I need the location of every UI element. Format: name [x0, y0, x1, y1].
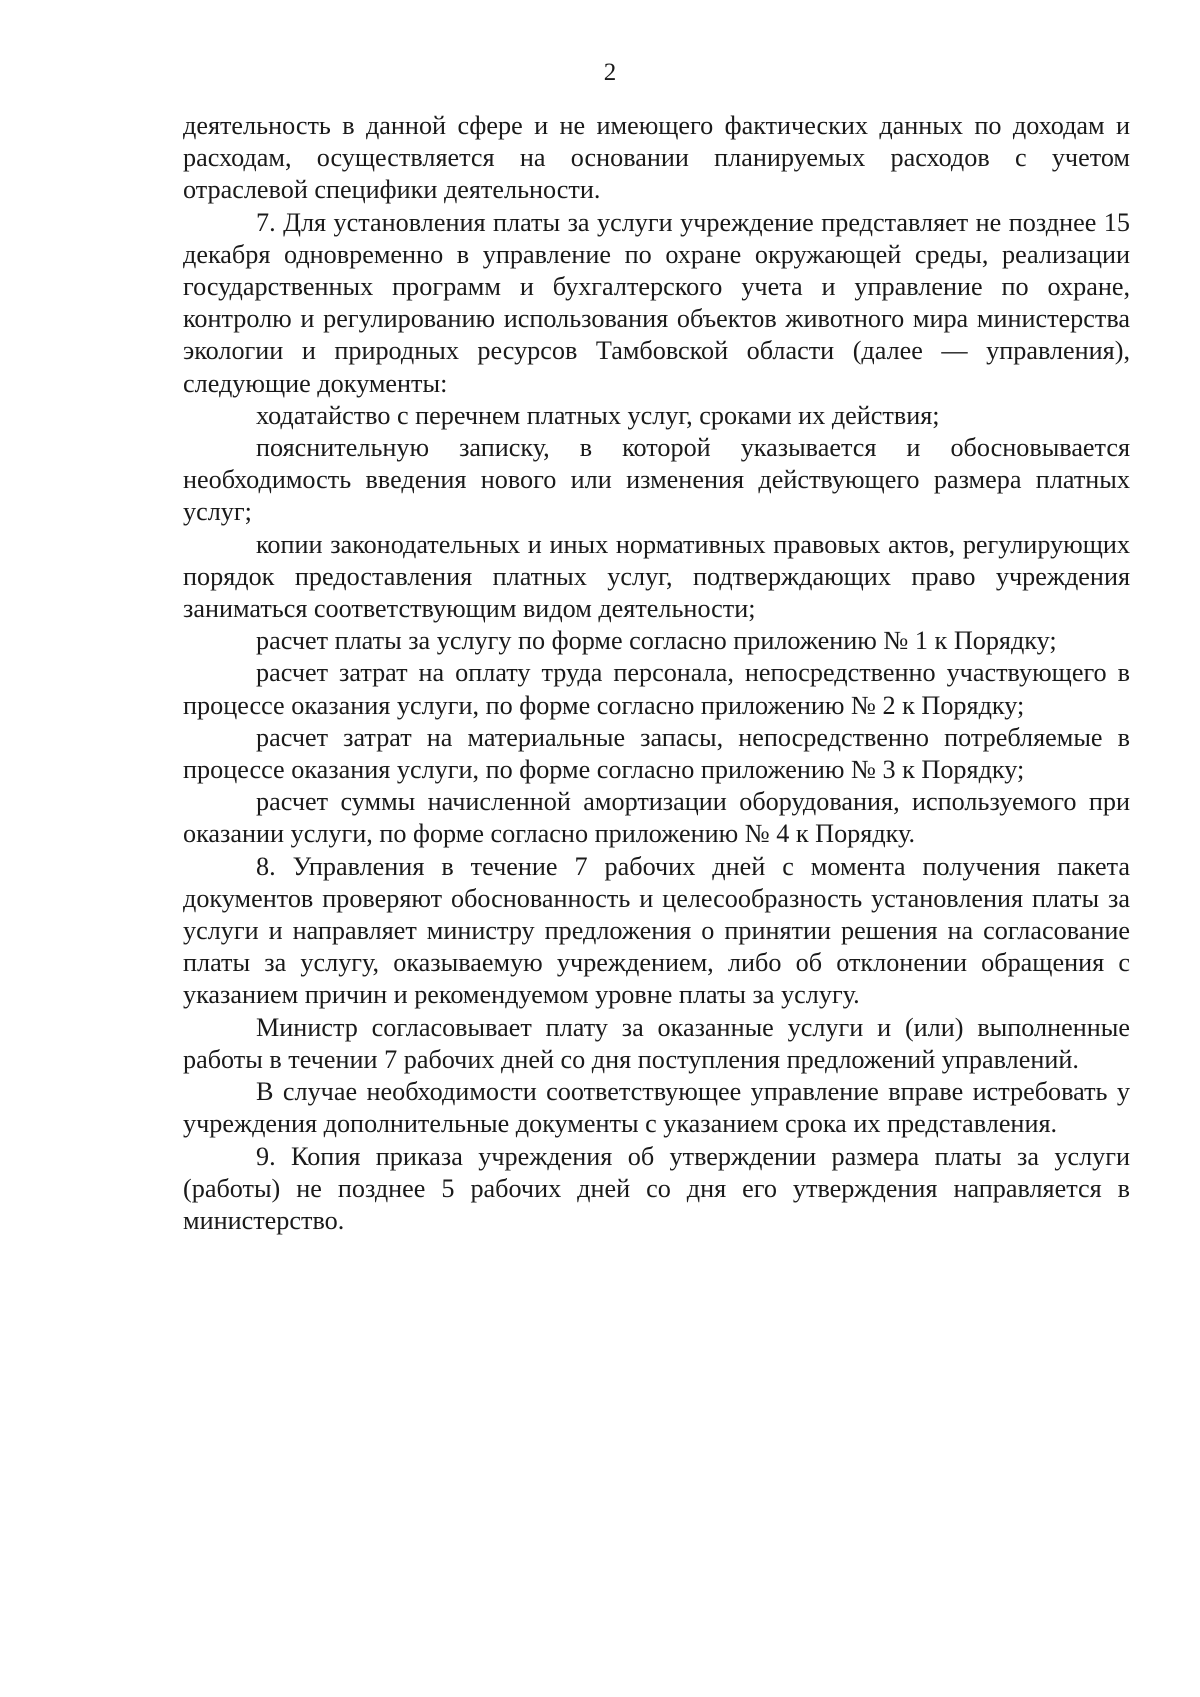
paragraph-explanatory-note: пояснительную записку, в которой указывается и обосновывается необходимость введения нового или изменения действующего размера платных услуг; — [183, 433, 1130, 527]
paragraph-item-8: 8. Управления в течение 7 рабочих дней с момента получения пакета документов проверяют обоснованность и целесообразность установления платы за услуги и направляет министру предложения о принятии решения на согласование платы за услугу, оказываемую учреждением, либо об отклонении обращения с указанием причин и рекомендуемом уровне платы за услугу. — [183, 851, 1130, 1010]
paragraph-item-9: 9. Копия приказа учреждения об утверждении размера платы за услуги (работы) не позднее 5 рабочих дней со дня его утверждения направляется в министерство. — [183, 1141, 1130, 1235]
paragraph-material-costs: расчет затрат на материальные запасы, непосредственно потребляемые в процессе оказания услуги, по форме согласно приложению № 3 к Порядку; — [183, 722, 1130, 785]
paragraph-labor-costs: расчет затрат на оплату труда персонала, непосредственно участвующего в процессе оказания услуги, по форме согласно приложению № 2 к Порядку; — [183, 658, 1130, 720]
paragraph-continuation: деятельность в данной сфере и не имеющего фактических данных по доходам и расходам, осуществляется на основании планируемых расходов с учетом отраслевой специфики деятельности. — [183, 111, 1130, 205]
paragraph-depreciation: расчет суммы начисленной амортизации оборудования, используемого при оказании услуги, по форме согласно приложению № 4 к Порядку. — [183, 787, 1130, 849]
paragraph-legal-acts: копии законодательных и иных нормативных правовых актов, регулирующих порядок предоставления платных услуг, подтверждающих право учреждения заниматься соответствующим видом деятельности; — [183, 529, 1130, 624]
paragraph-fee-calculation: расчет платы за услугу по форме согласно приложению № 1 к Порядку; — [256, 626, 1057, 656]
paragraph-additional-documents: В случае необходимости соответствующее управление вправе истребовать у учреждения дополнительные документы с указанием срока их представления. — [183, 1077, 1130, 1139]
document-body — [183, 110, 1130, 1237]
page-number: 2 — [603, 59, 617, 86]
paragraph-petition: ходатайство с перечнем платных услуг, сроками их действия; — [256, 400, 940, 430]
paragraph-item-7: 7. Для установления платы за услуги учреждение представляет не позднее 15 декабря одновременно в управление по охране окружающей среды, реализации государственных программ и бухгалтерского учета и управление по охране, контролю и регулированию использования объектов животного мира министерства экологии и природных ресурсов Тамбовской области (далее — управления), следующие документы: — [183, 207, 1130, 398]
paragraph-minister-approval: Министр согласовывает плату за оказанные услуги и (или) выполненные работы в течении 7 рабочих дней со дня поступления предложений управлений. — [183, 1012, 1130, 1074]
